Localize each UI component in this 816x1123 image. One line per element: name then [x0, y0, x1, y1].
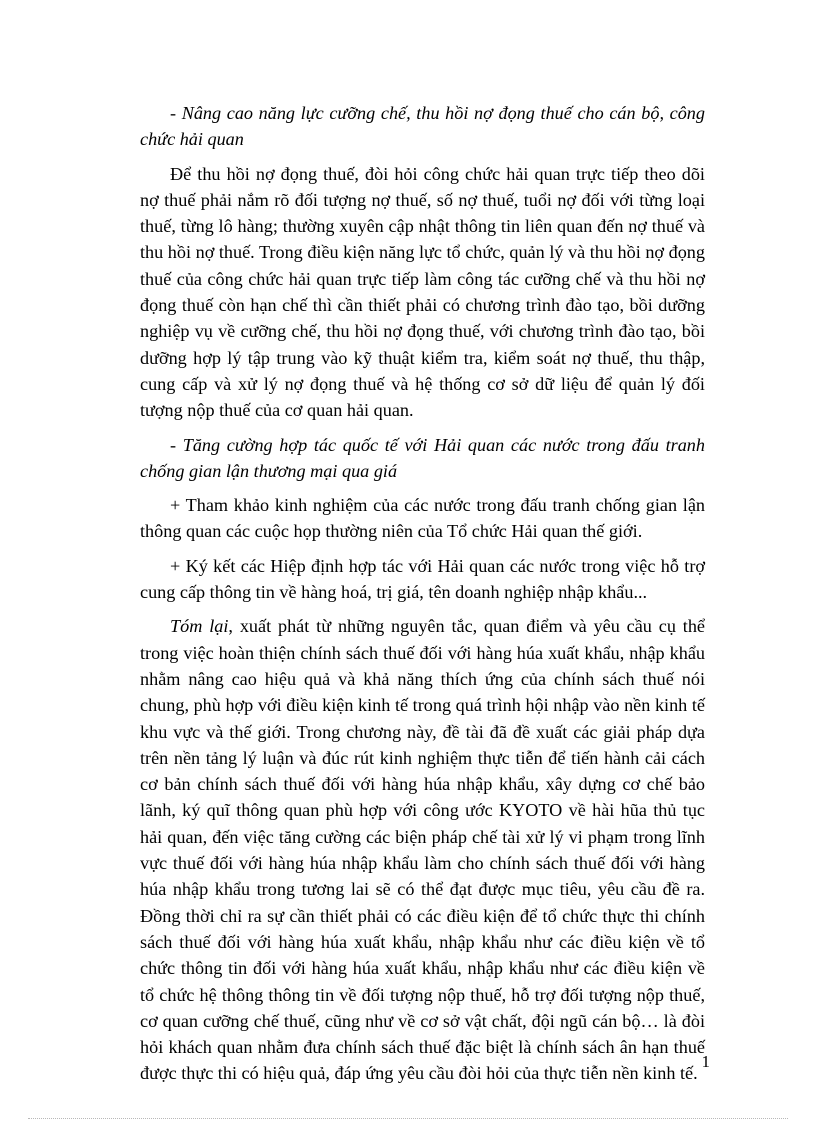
footer-divider: [28, 1118, 788, 1119]
summary-text: , xuất phát từ những nguyên tắc, quan điểm và yêu cầu cụ thể trong việc hoàn thiện chính sách thuế đối với hàng húa xuất khẩu, nhập khẩu nhằm nâng cao hiệu quả và khả năng thích ứng của chính sách thuế nói chung, phù hợp với điều kiện kinh tế trong quá trình hội nhập vào nền kinh tế khu vực và thế giới. Trong chương này, đề tài đã đề xuất các giải pháp dựa trên nền tảng lý luận và đúc rút kinh nghiệm thực tiễn để tiến hành cải cách cơ bản chính sách thuế đối với hàng húa nhập khẩu, xây dựng cơ chế bảo lãnh, ký quĩ thông quan phù hợp với công ước KYOTO về hài hũa thủ tục hải quan, đến việc tăng cường các biện pháp chế tài xử lý vi phạm trong lĩnh vực thuế đối với hàng húa nhập khẩu làm cho chính sách thuế đối với hàng húa nhập khẩu trong tương lai sẽ có thể đạt được mục tiêu, yêu cầu đề ra. Đồng thời chỉ ra sự cần thiết phải có các điều kiện để tổ chức thực thi chính sách thuế đối với hàng húa xuất khẩu, nhập khẩu như các điều kiện về tổ chức thông tin đối với hàng húa xuất khẩu, nhập khẩu như các điều kiện về tổ chức hệ thông thông tin về đối tượng nộp thuế, hỗ trợ đối tượng nộp thuế, cơ quan cưỡng chế thuế, cũng như về cơ sở vật chất, đội ngũ cán bộ… là đòi hỏi khách quan nhằm đưa chính sách thuế đặc biệt là chính sách ân hạn thuế được thực thi có hiệu quả, đáp ứng yêu cầu đòi hỏi của thực tiễn nền kinh tế.: [140, 616, 705, 1084]
bullet-experience: + Tham khảo kinh nghiệm của các nước trong đấu tranh chống gian lận thông quan các cuộc họp thường niên của Tổ chức Hải quan thế giới.: [140, 495, 705, 542]
summary-paragraph: [140, 613, 705, 1086]
heading-debt-enforcement: - Nâng cao năng lực cưỡng chế, thu hồi nợ đọng thuế cho cán bộ, công chức hải quan: [140, 103, 705, 150]
summary-lead: Tóm lại: [170, 616, 229, 637]
bullet-agreements: + Ký kết các Hiệp định hợp tác với Hải quan các nước trong việc hỗ trợ cung cấp thông tin về hàng hoá, trị giá, tên doanh nghiệp nhập khẩu...: [140, 555, 705, 603]
page-number: 1: [701, 1052, 710, 1071]
document-body: [140, 100, 705, 1095]
heading-international-cooperation: - Tăng cường hợp tác quốc tế với Hải quan các nước trong đấu tranh chống gian lận thương mại qua giá: [140, 434, 705, 481]
paragraph-debt-recovery: Để thu hồi nợ đọng thuế, đòi hỏi công chức hải quan trực tiếp theo dõi nợ thuế phải nắm rõ đối tượng nợ thuế, số nợ thuế, tuổi nợ đối với từng loại thuế, từng lô hàng; thường xuyên cập nhật thông tin liên quan đến nợ thuế và thu hồi nợ thuế. Trong điều kiện năng lực tổ chức, quản lý và thu hồi nợ đọng thuế của công chức hải quan trực tiếp làm công tác cưỡng chế và thu hồi nợ đọng thuế còn hạn chế thì cần thiết phải có chương trình đào tạo, bồi dưỡng nghiệp vụ về cưỡng chế, thu hồi nợ đọng thuế, với chương trình đào tạo, bồi dưỡng hợp lý tập trung vào kỹ thuật kiểm tra, kiểm soát nợ thuế, thu thập, cung cấp và xử lý nợ đọng thuế và hệ thống cơ sở dữ liệu để quản lý đối tượng nộp thuế của cơ quan hải quan.: [140, 163, 705, 421]
